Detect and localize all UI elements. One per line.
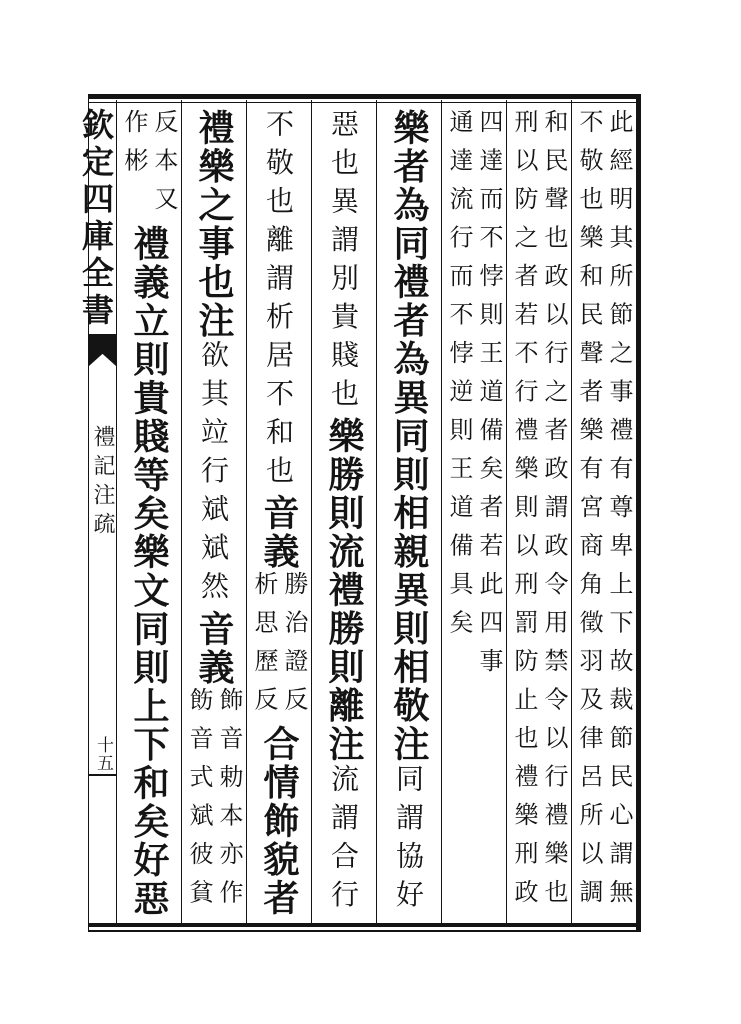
double-line-commentary xyxy=(246,571,311,725)
commentary-right-line: 飾音勅本亦作 xyxy=(215,686,243,918)
annotation-text: 欲其竝行斌斌然 xyxy=(197,340,230,610)
text-column-1 xyxy=(571,0,636,1024)
text-column-2 xyxy=(506,0,571,1024)
annotation-text: 流謂合行 xyxy=(327,763,360,918)
commentary-left-line: 刑以防之者若不行禮樂則以刑罰防止也禮樂刑政 xyxy=(510,109,538,918)
annotation-text: 同謂協好 xyxy=(392,763,425,918)
annotation-text: 惡也異謂別貴賤也 xyxy=(327,109,360,417)
classic-text: 樂者為同禮者為異同則相親異則相敬注 xyxy=(388,109,430,764)
double-line-commentary xyxy=(506,109,571,918)
frame-right-border xyxy=(636,94,641,932)
double-line-commentary xyxy=(571,109,636,918)
classic-text: 禮義立則貴賤等矣樂文同則上下和矣好惡 xyxy=(128,224,170,918)
commentary-left-line: 飭音式斌彼貧 xyxy=(185,686,213,918)
text-column-5 xyxy=(311,0,376,1024)
commentary-right-line: 反本又 xyxy=(150,109,178,225)
commentary-left-line: 析思歷反 xyxy=(250,571,278,725)
text-column-6 xyxy=(246,0,311,1024)
text-column-7 xyxy=(181,0,246,1024)
fishtail-mark xyxy=(89,334,116,366)
text-column-4 xyxy=(376,0,441,1024)
yinyi-heading: 音義 xyxy=(258,494,300,571)
classic-text: 合情飾貌者 xyxy=(258,725,300,918)
yinyi-heading: 音義 xyxy=(193,609,235,687)
book-title: 欽定四庫全書 xyxy=(77,108,115,330)
commentary-right-line: 勝治證反 xyxy=(280,571,308,725)
commentary-left-line: 作彬 xyxy=(120,109,148,186)
page-number-rule xyxy=(89,774,116,776)
commentary-right-line: 和民聲也政以行之者政謂政令用禁令以行禮樂也 xyxy=(540,109,568,918)
commentary-right-line: 此經明其所節之事禮有尊卑上下故裁節民心謂無 xyxy=(605,109,633,918)
double-line-commentary xyxy=(116,109,181,225)
annotation-text: 不敬也離謂析居不和也 xyxy=(262,109,295,494)
classic-text: 樂勝則流禮勝則離注 xyxy=(323,417,365,764)
text-column-3 xyxy=(441,0,506,1024)
commentary-left-line: 通達流行而不悖逆則王道備具矣 xyxy=(445,109,473,648)
commentary-left-line: 不敬也樂和民聲者樂有宮商角徵羽及律呂所以調 xyxy=(575,109,603,918)
double-line-commentary xyxy=(441,109,506,687)
text-column-8 xyxy=(116,0,181,1024)
volume-title: 禮記注疏 xyxy=(90,425,115,541)
page-number: 十五 xyxy=(93,736,113,772)
double-line-commentary xyxy=(181,687,246,918)
classic-text: 禮樂之事也注 xyxy=(193,109,235,340)
commentary-right-line: 四達而不悖則王道備矣者若此四事 xyxy=(475,109,503,687)
